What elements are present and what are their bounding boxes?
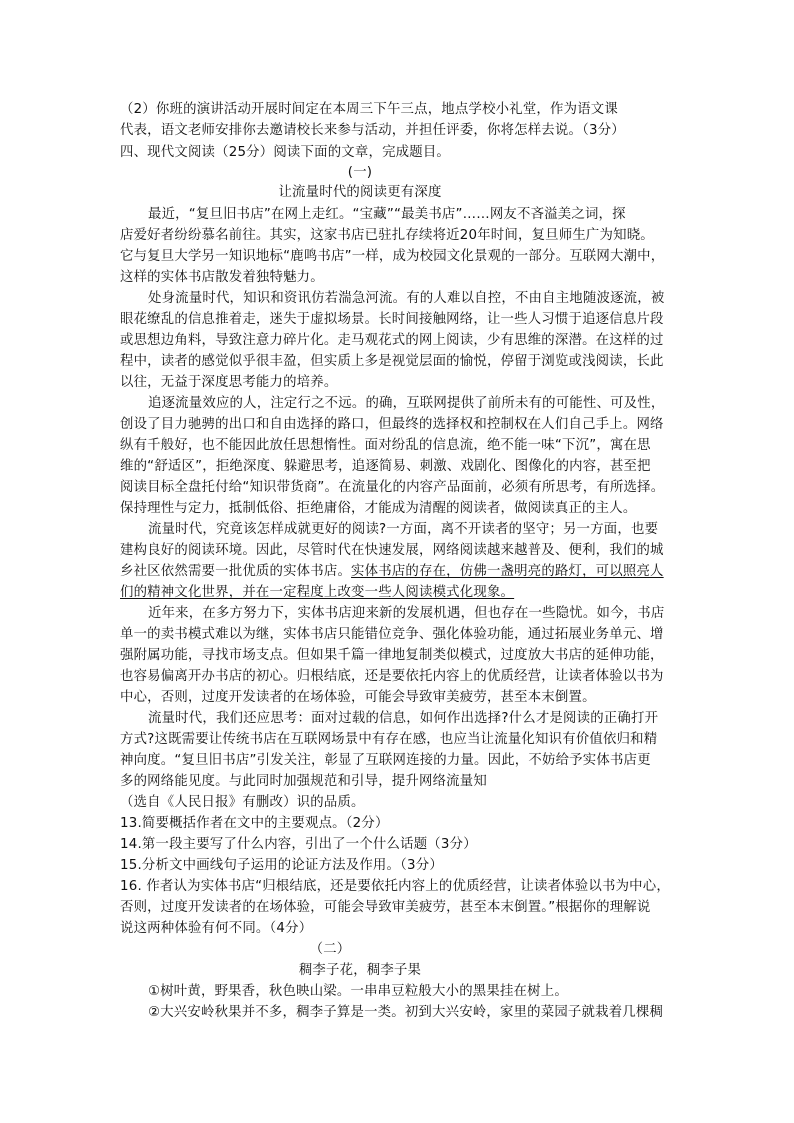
question-15: 15.分析文中画线句子运用的论证方法及作用。（3分） <box>120 858 443 873</box>
paragraph-line: ①树叶黄，野果香，秋色映山梁。一串串豆粒般大小的黑果挂在树上。 <box>148 984 568 999</box>
paragraph-line: 中心，否则，过度开发读者的在场体验，可能会导致审美疲劳，甚至本末倒置。 <box>120 690 596 705</box>
question-line: 代表，语文老师安排你去邀请校长来参与活动，并担任评委，你将怎样去说。（3分） <box>120 123 625 138</box>
paragraph-line: 神向度。“复旦旧书店”引发关注，彰显了互联网连接的力量。因此，不妨给予实体书店更 <box>120 753 651 768</box>
question-16: 16. 作者认为实体书店“归根结底，还是要依托内容上的优质经营，让读者体验以书为中心， <box>120 879 670 894</box>
question-13: 13.简要概括作者在文中的主要观点。（2分） <box>120 816 389 831</box>
underlined-sentence: 实体书店的存在，仿佛一盏明亮的路灯，可以照亮人 <box>351 564 664 579</box>
question-16-line: 否则，过度开发读者的在场体验，可能会导致审美疲劳，甚至本末倒置。”根据你的理解说 <box>120 900 651 915</box>
paragraph-line: 阅读目标全盘托付给“知识带货商”。在流量化的内容产品面前，必须有所思考，有所选择。 <box>120 480 665 495</box>
paragraph-line: 店爱好者纷纷慕名前往。其实，这家书店已驻扎存续将近20年时间，复旦师生广为知晓。 <box>120 228 654 243</box>
part-number: （二） <box>309 942 351 957</box>
paragraph-line: 或思想边角料，导致注意力碎片化。走马观花式的网上阅读，少有思维的深潜。在这样的过 <box>120 333 664 348</box>
paragraph-line: 维的“舒适区”，拒绝深度、躲避思考，追逐简易、刺激、戏剧化、图像化的内容，甚至把 <box>120 459 651 474</box>
paragraph-line: 也容易偏离开办书店的初心。归根结底，还是要依托内容上的优质经营，让读者体验以书为 <box>120 669 664 684</box>
section-heading: 四、现代文阅读（25分）阅读下面的文章，完成题目。 <box>120 145 451 160</box>
paragraph-line: 多的网络能见度。与此同时加强规范和引导，提升网络流量知 <box>120 774 487 789</box>
article-title: 稠李子花，稠李子果 <box>298 963 422 978</box>
article-title: 让流量时代的阅读更有深度 <box>278 185 442 200</box>
source-note: （选自《人民日报》有删改）识的品质。 <box>120 795 365 810</box>
paragraph-line: 强附属功能，寻找市场支点。但如果千篇一律地复制类似模式，过度放大书店的延伸功能， <box>120 648 664 663</box>
paragraph-line: 追逐流量效应的人，注定行之不远。的确，互联网提供了前所未有的可能性、可及性， <box>148 396 665 411</box>
paragraph-line <box>120 561 664 582</box>
paragraph-line: 方式?这既需要让传统书店在互联网场景中有存在感，也应当让流量化知识有价值依归和精 <box>120 732 658 747</box>
paragraph-line: 以往，无益于深度思考能力的培养。 <box>120 375 338 390</box>
question-16-line: 说这两种体验有何不同。（4分） <box>120 921 313 936</box>
paragraph-line: 程中，读者的感觉似乎很丰盈，但实质上多是视觉层面的愉悦，停留于浏览或浅阅读，长此 <box>120 354 664 369</box>
part-number: (一) <box>347 165 373 180</box>
paragraph-line: 保持理性与定力，抵制低俗、拒绝庸俗，才能成为清醒的阅读者，做阅读真正的主人。 <box>120 501 637 516</box>
paragraph-line: 眼花缭乱的信息推着走，迷失于虚拟场景。长时间接触网络，让一些人习惯于追逐信息片段 <box>120 312 664 327</box>
paragraph-line: 流量时代，我们还应思考：面对过载的信息，如何作出选择?什么才是阅读的正确打开 <box>148 711 659 726</box>
question-14: 14.第一段主要写了什么内容，引出了一个什么话题（3分） <box>120 837 477 852</box>
paragraph-line: 这样的实体书店散发着独特魅力。 <box>120 270 324 285</box>
paragraph-line: 建构良好的阅读环境。因此，尽管时代在快速发展，网络阅读越来越普及、便利，我们的城 <box>120 543 664 558</box>
paragraph-line: ②大兴安岭秋果并不多，稠李子算是一类。初到大兴安岭，家里的菜园子就栽着几棵稠 <box>148 1005 664 1020</box>
paragraph-line: 它与复旦大学另一知识地标“鹿鸣书店”一样，成为校园文化景观的一部分。互联网大潮中， <box>120 249 665 264</box>
paragraph-line: 近年来，在多方努力下，实体书店迎来新的发展机遇，但也存在一些隐忧。如今，书店 <box>148 606 665 621</box>
question-line: （2）你班的演讲活动开展时间定在本周三下午三点，地点学校小礼堂，作为语文课 <box>120 102 618 117</box>
paragraph-line: 创设了目力驰骋的出口和自由选择的路口，但最终的选择权和控制权在人们自己手上。网络 <box>120 417 664 432</box>
underlined-sentence: 们的精神文化世界，并在一定程度上改变一些人阅读模式化现象。 <box>120 585 515 600</box>
paragraph-line: 最近，“复旦旧书店”在网上走红。“宝藏”“最美书店”……网友不吝溢美之词，探 <box>148 207 626 222</box>
paragraph-line: 单一的卖书模式难以为继，实体书店只能错位竞争、强化体验功能，通过拓展业务单元、增 <box>120 627 664 642</box>
paragraph-text: 乡社区依然需要一批优质的实体书店。 <box>120 564 352 579</box>
paragraph-line: 流量时代，究竟该怎样成就更好的阅读?一方面，离不开读者的坚守；另一方面，也要 <box>148 522 659 537</box>
paragraph-line: 纵有千般好，也不能因此放任思想惰性。面对纷乱的信息流，绝不能一味“下沉”，寓在思 <box>120 438 651 453</box>
paragraph-line: 处身流量时代，知识和资讯仿若湍急河流。有的人难以自控，不由自主地随波逐流，被 <box>148 291 665 306</box>
